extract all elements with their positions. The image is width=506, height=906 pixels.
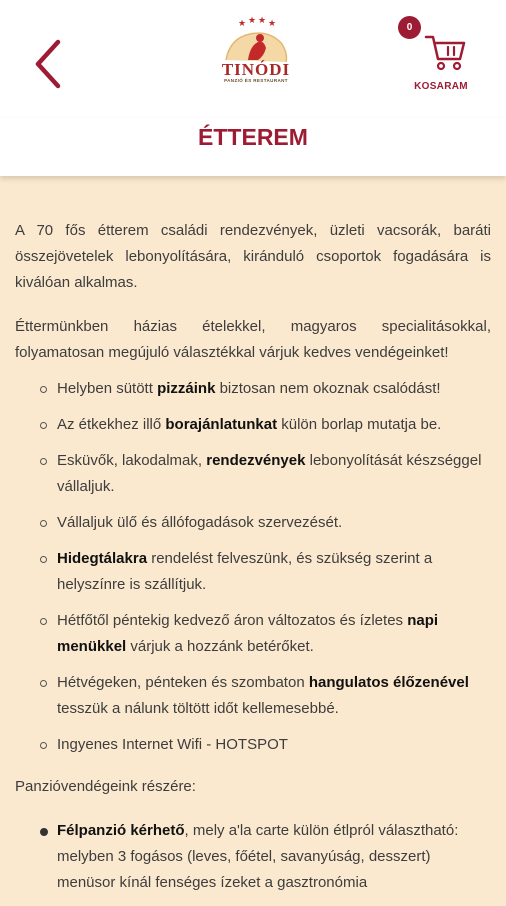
svg-text:★: ★ bbox=[268, 18, 277, 28]
guests-list bbox=[15, 818, 491, 896]
intro-paragraph: A 70 fős étterem családi rendezvények, üzleti vacsorák, baráti összejövetelek lebonyolítására, kiránduló csoportok fogadására is kiválóan alkalmas. bbox=[15, 222, 491, 291]
logo-emblem-icon bbox=[208, 16, 304, 66]
page-title: ÉTTEREM bbox=[198, 124, 308, 150]
cart-button[interactable] bbox=[398, 14, 474, 98]
list-item: Hétfőtől péntekig kedvező áron változatos és ízletes napi menükkel várjuk a hozzánk betérőket. bbox=[15, 608, 491, 660]
list-item: Ingyenes Internet Wifi - HOTSPOT bbox=[15, 732, 491, 758]
shopping-cart-icon bbox=[424, 32, 466, 72]
svg-text:★: ★ bbox=[238, 18, 247, 28]
list-item: Hidegtálakra rendelést felveszünk, és szükség szerint a helyszínre is szállítjuk. bbox=[15, 546, 491, 598]
list-item: Hétvégeken, pénteken és szombaton hangulatos élőzenével tesszük a nálunk töltött időt kellemesebbé. bbox=[15, 670, 491, 722]
logo-name: TINÓDI bbox=[221, 60, 291, 79]
page-content bbox=[15, 218, 491, 906]
logo-subtitle: PANZIÓ ÉS RESTAURANT bbox=[224, 78, 288, 83]
back-button[interactable] bbox=[28, 38, 68, 90]
cart-count-badge: 0 bbox=[398, 16, 421, 39]
list-item: Esküvők, lakodalmak, rendezvények lebonyolítását készséggel vállaljuk. bbox=[15, 448, 491, 500]
chevron-left-icon bbox=[28, 38, 68, 90]
list-item: Az étkekhez illő borajánlatunkat külön borlap mutatja be. bbox=[15, 412, 491, 438]
guests-heading: Panzióvendégeink részére: bbox=[15, 778, 196, 795]
list-item: Helyben sütött pizzáink biztosan nem okoznak csalódást! bbox=[15, 376, 491, 402]
list-item: Vállaljuk ülő és állófogadások szervezését. bbox=[15, 510, 491, 536]
svg-text:★: ★ bbox=[248, 16, 257, 25]
app-header bbox=[0, 0, 506, 118]
features-list bbox=[15, 376, 491, 758]
page-title-bar bbox=[0, 118, 506, 176]
cart-label: KOSARAM bbox=[414, 81, 468, 92]
svg-text:★: ★ bbox=[258, 16, 267, 25]
brand-logo[interactable] bbox=[208, 16, 304, 92]
intro-paragraph-2: Éttermünkben házias ételekkel, magyaros specialitásokkal, folyamatosan megújuló választékkal várjuk kedves vendégeinket! bbox=[15, 318, 491, 361]
list-item: Félpanzió kérhető, mely a'la carte külön étlpról választható: melyben 3 fogásos (leves, főétel, savanyúság, desszert) menüsor kínál fenséges ízeket a gasztronómia bbox=[15, 818, 491, 896]
